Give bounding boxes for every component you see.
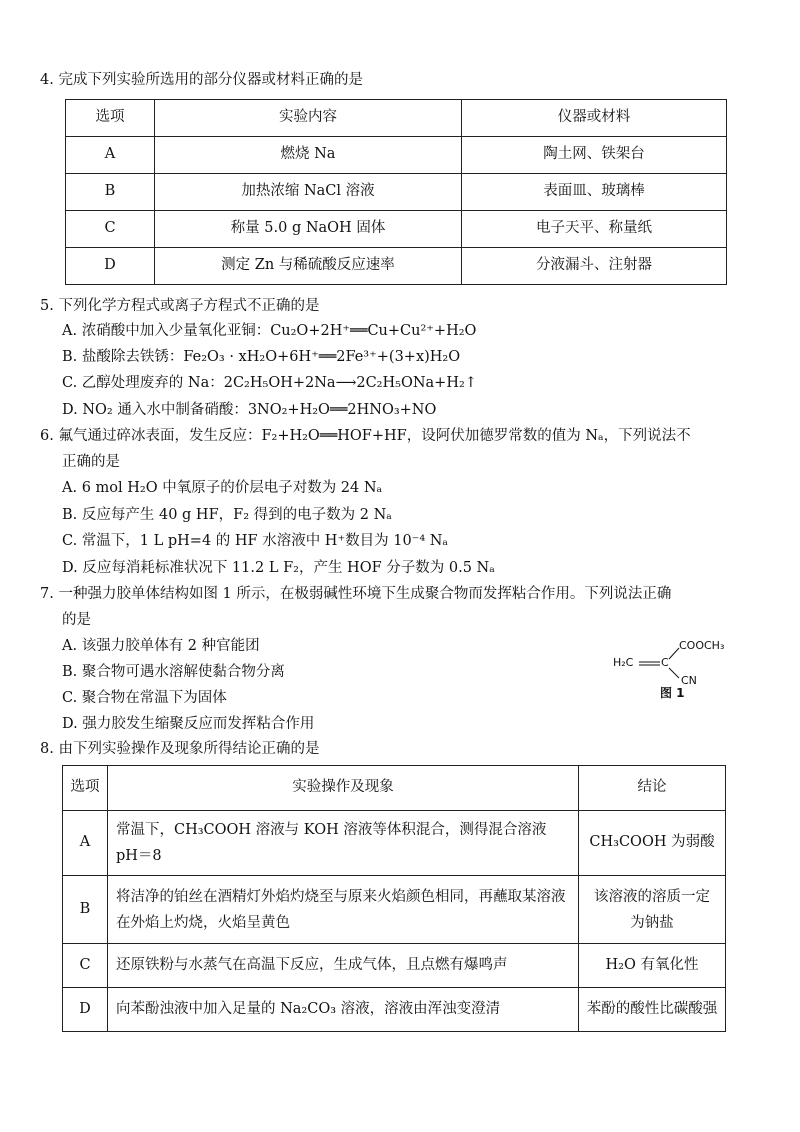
table-cell-materials: 表面皿、玻璃棒 [462,174,727,211]
header-option: 选项 [66,100,155,137]
question-7-option-d: D. 强力胶发生缩聚反应而发挥粘合作用 [62,716,315,732]
question-6-option-d: D. 反应每消耗标准状况下 11.2 L F₂，产生 HOF 分子数为 0.5 Nₐ [62,560,495,576]
table-header-row [66,100,727,137]
table-cell-operation: 向苯酚浊液中加入足量的 Na₂CO₃ 溶液，溶液由浑浊变澄清 [108,988,579,1032]
structure-ch2-label: H₂C [613,656,634,669]
table-cell-conclusion: H₂O 有氧化性 [579,944,726,988]
table-cell-conclusion: 苯酚的酸性比碳酸强 [579,988,726,1032]
table-cell-content: 称量 5.0 g NaOH 固体 [155,211,462,248]
table-row [63,988,726,1032]
table-cell-option: D [63,988,108,1032]
question-5-option-b: B. 盐酸除去铁锈：Fe₂O₃ · xH₂O+6H⁺══2Fe³⁺+(3+x)H₂O [62,349,461,365]
structure-nitrile-label: CN [681,674,697,687]
header-operation: 实验操作及现象 [108,766,579,811]
header-materials: 仪器或材料 [462,100,727,137]
table-row [63,944,726,988]
question-5-stem: 5. 下列化学方程式或离子方程式不正确的是 [40,298,320,314]
question-7-option-c: C. 聚合物在常温下为固体 [62,690,227,706]
question-6-option-c: C. 常温下，1 L pH=4 的 HF 水溶液中 H⁺数目为 10⁻⁴ Nₐ [62,533,449,549]
table-cell-materials: 电子天平、称量纸 [462,211,727,248]
question-4-stem: 4. 完成下列实验所选用的部分仪器或材料正确的是 [40,72,363,88]
table-cell-operation: 还原铁粉与水蒸气在高温下反应，生成气体，且点燃有爆鸣声 [108,944,579,988]
header-conclusion: 结论 [579,766,726,811]
question-5-option-d: D. NO₂ 通入水中制备硝酸：3NO₂+H₂O══2HNO₃+NO [62,402,437,418]
header-content: 实验内容 [155,100,462,137]
table-row [66,248,727,285]
question-6-stem: 6. 氟气通过碎冰表面，发生反应：F₂+H₂O══HOF+HF，设阿伏加德罗常数的值为 Nₐ，下列说法不 [40,428,691,444]
table-row [66,211,727,248]
figure-1-caption: 图 1 [660,686,685,700]
table-cell-operation: 将洁净的铂丝在酒精灯外焰灼烧至与原来火焰颜色相同，再蘸取某溶液在外焰上灼烧，火焰呈黄色 [108,876,579,944]
table-row [66,137,727,174]
table-row [63,876,726,944]
table-cell-content: 测定 Zn 与稀硫酸反应速率 [155,248,462,285]
table-cell-option: C [63,944,108,988]
question-4-table [65,99,727,285]
table-cell-content: 燃烧 Na [155,137,462,174]
question-6-option-a: A. 6 mol H₂O 中氧原子的价层电子对数为 24 Nₐ [62,480,383,496]
table-cell-materials: 分液漏斗、注射器 [462,248,727,285]
table-cell-option: A [63,811,108,876]
question-7-option-a: A. 该强力胶单体有 2 种官能团 [62,638,260,654]
table-cell-option: D [66,248,155,285]
question-7-stem-continued: 的是 [62,612,91,628]
table-cell-materials: 陶土网、铁架台 [462,137,727,174]
table-cell-option: C [66,211,155,248]
table-row [63,811,726,876]
header-option: 选项 [63,766,108,811]
question-6-option-b: B. 反应每产生 40 g HF，F₂ 得到的电子数为 2 Nₐ [62,507,392,523]
question-7-stem: 7. 一种强力胶单体结构如图 1 所示，在极弱碱性环境下生成聚合物而发挥粘合作用。下列说法正确 [40,586,672,602]
question-8-table [62,765,726,1032]
question-5-option-a: A. 浓硝酸中加入少量氧化亚铜：Cu₂O+2H⁺══Cu+Cu²⁺+H₂O [62,323,477,339]
table-cell-option: B [66,174,155,211]
table-header-row [63,766,726,811]
table-cell-conclusion: 该溶液的溶质一定为钠盐 [579,876,726,944]
table-cell-operation: 常温下，CH₃COOH 溶液与 KOH 溶液等体积混合，测得混合溶液 pH＝8 [108,811,579,876]
question-7-option-b: B. 聚合物可遇水溶解使黏合物分离 [62,664,285,680]
table-cell-option: A [66,137,155,174]
question-6-stem-continued: 正确的是 [62,454,120,470]
table-cell-content: 加热浓缩 NaCl 溶液 [155,174,462,211]
structure-carbon-label: C [661,656,669,669]
table-cell-conclusion: CH₃COOH 为弱酸 [579,811,726,876]
table-cell-option: B [63,876,108,944]
table-row [66,174,727,211]
question-5-option-c: C. 乙醇处理废弃的 Na：2C₂H₅OH+2Na⟶2C₂H₅ONa+H₂↑ [62,375,477,391]
structure-ester-label: COOCH₃ [679,639,725,652]
question-8-stem: 8. 由下列实验操作及现象所得结论正确的是 [40,741,320,757]
